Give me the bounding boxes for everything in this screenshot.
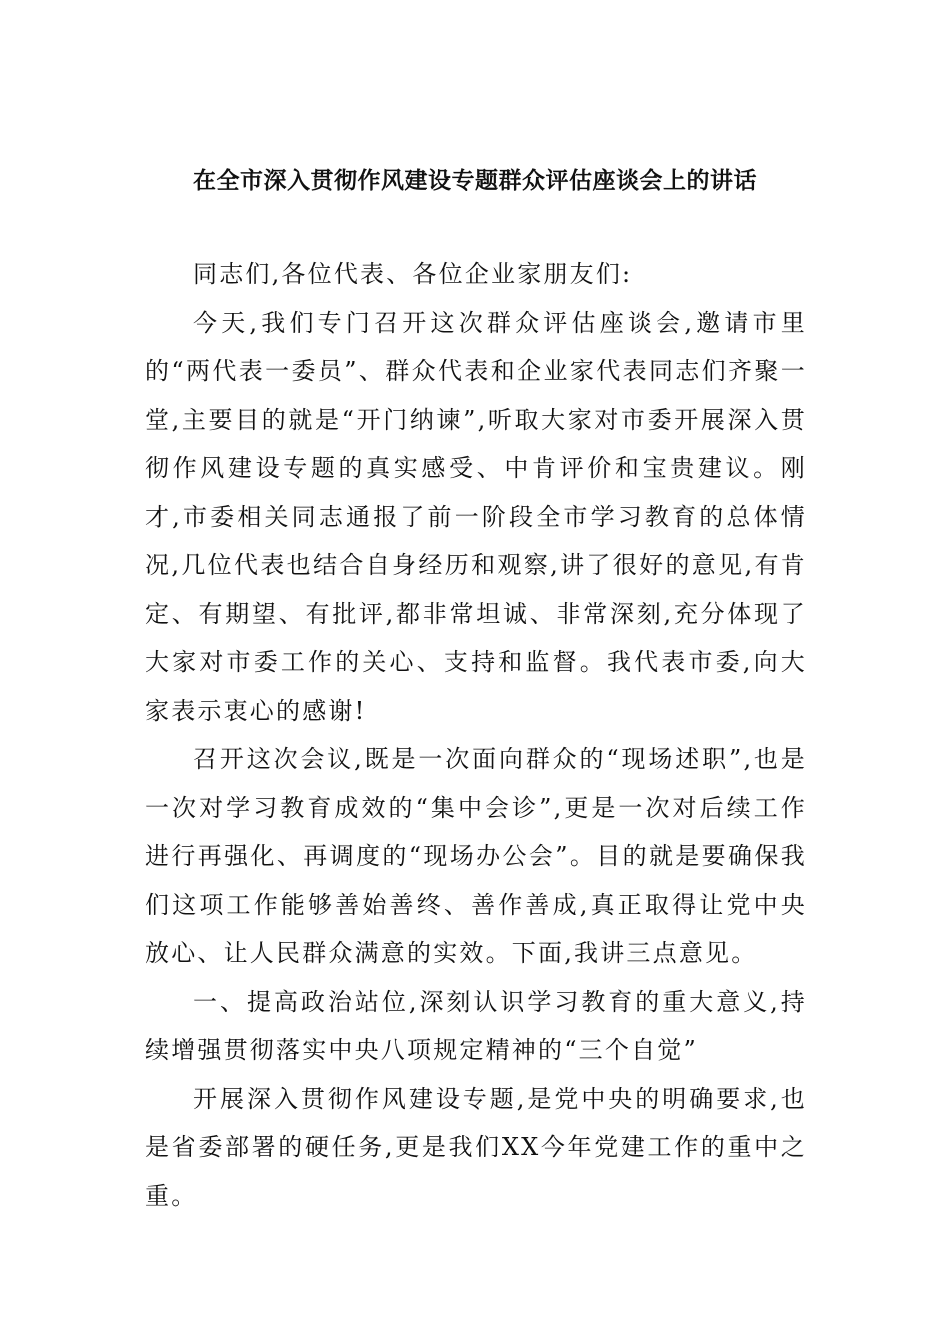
body-paragraph: 今天,我们专门召开这次群众评估座谈会,邀请市里的“两代表一委员”、群众代表和企业家代表同志们齐聚一堂,主要目的就是“开门纳谏”,听取大家对市委开展深入贯彻作风建设专题的真实感受、中肯评价和宝贵建议。刚才,市委相关同志通报了前一阶段全市学习教育的总体情况,几位代表也结合自身经历和观察,讲了很好的意见,有肯定、有期望、有批评,都非常坦诚、非常深刻,充分体现了大家对市委工作的关心、支持和监督。我代表市委,向大家表示衷心的感谢! bbox=[145, 308, 807, 725]
section-heading: 一、提高政治站位,深刻认识学习教育的重大意义,持续增强贯彻落实中央八项规定精神的“三个自觉” bbox=[145, 987, 807, 1064]
document-title: 在全市深入贯彻作风建设专题群众评估座谈会上的讲话 bbox=[193, 167, 757, 194]
document-body bbox=[145, 250, 807, 1220]
salutation-paragraph: 同志们,各位代表、各位企业家朋友们: bbox=[193, 260, 633, 288]
body-paragraph: 召开这次会议,既是一次面向群众的“现场述职”,也是一次对学习教育成效的“集中会诊”,更是一次对后续工作进行再强化、再调度的“现场办公会”。目的就是要确保我们这项工作能够善始善终、善作善成,真正取得让党中央放心、让人民群众满意的实效。下面,我讲三点意见。 bbox=[145, 745, 807, 967]
body-paragraph: 开展深入贯彻作风建设专题,是党中央的明确要求,也是省委部署的硬任务,更是我们XX今年党建工作的重中之重。 bbox=[145, 1084, 807, 1210]
